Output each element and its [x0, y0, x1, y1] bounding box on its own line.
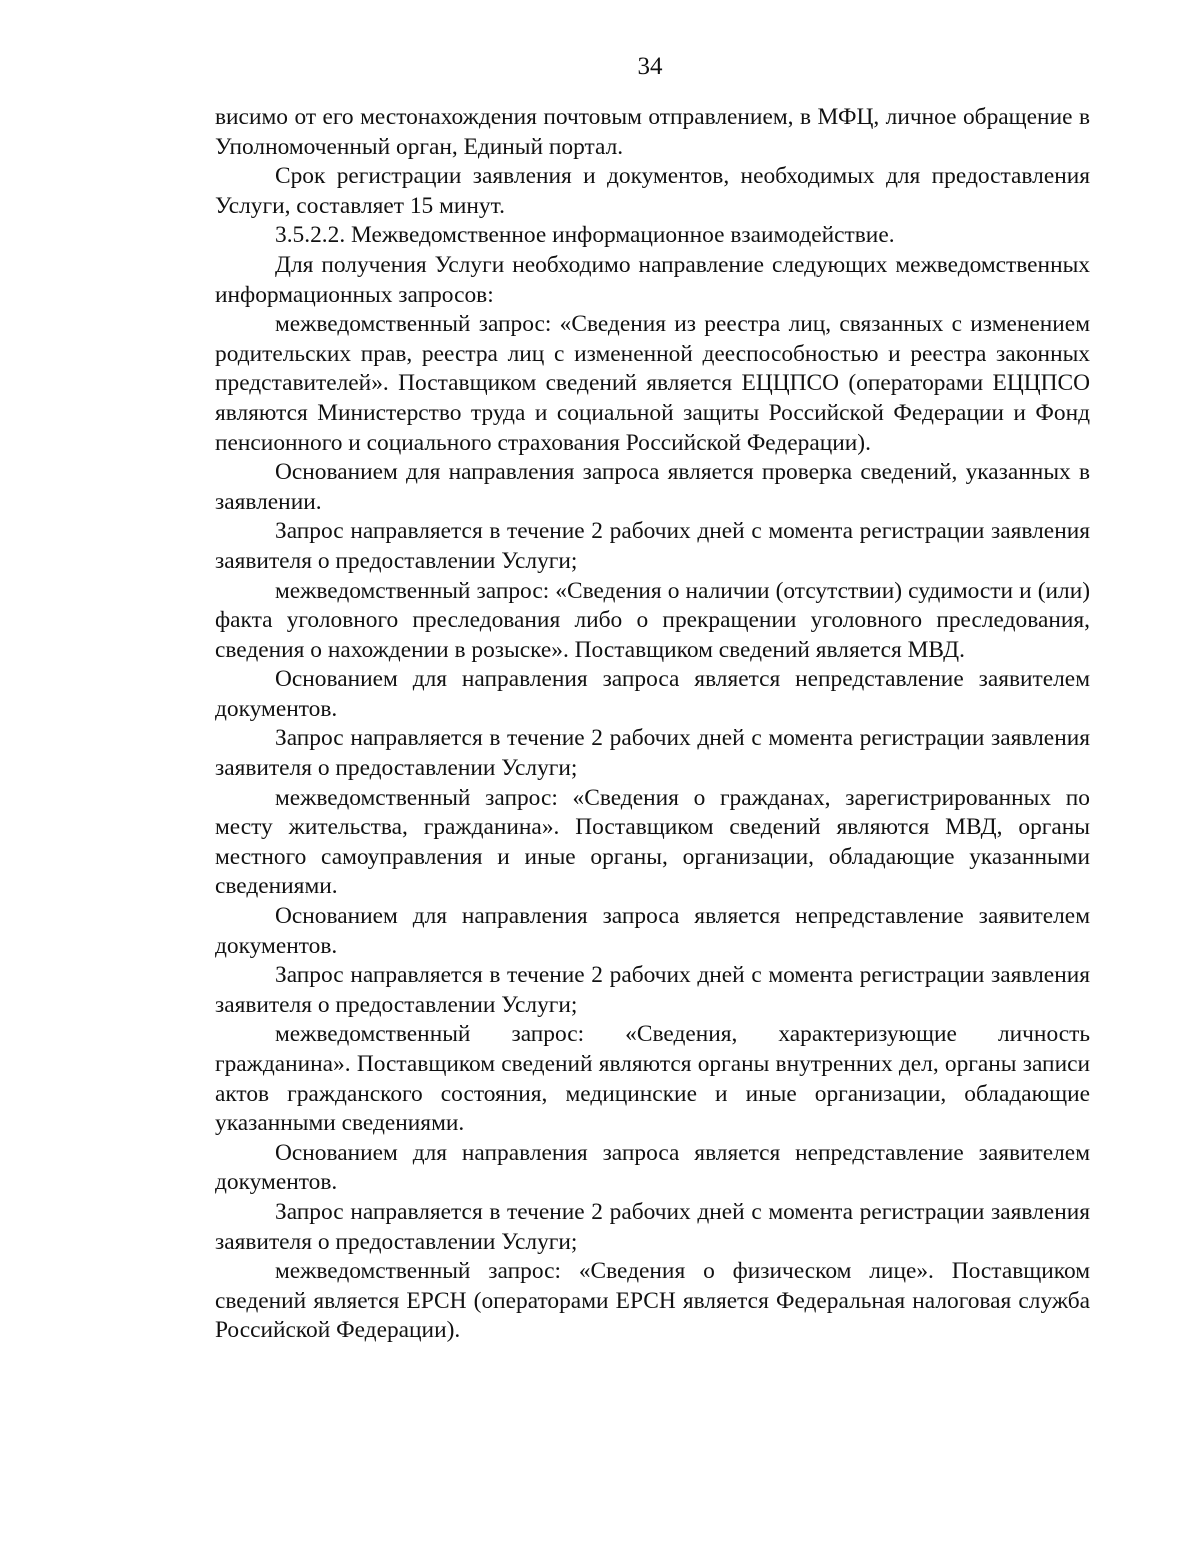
paragraph-registration-time: Срок регистрации заявления и документов, необходимых для предоставления Услуги, составляет 15 минут. — [215, 163, 1090, 219]
section-heading-3-5-2-2: 3.5.2.2. Межведомственное информационное взаимодействие. — [275, 222, 895, 249]
paragraph-deadline: Запрос направляется в течение 2 рабочих дней с момента регистрации заявления заявителя о предоставлении Услуги; — [215, 1198, 1090, 1255]
paragraph-deadline: Запрос направляется в течение 2 рабочих дней с момента регистрации заявления заявителя о предоставлении Услуги; — [215, 962, 1090, 1018]
paragraph-request-criminal-record: межведомственный запрос: «Сведения о наличии (отсутствии) судимости и (или) факта уголовного преследования либо о прекращении уголовного преследования, сведения о нахождении в розыске». Поставщиком сведений является МВД. — [215, 577, 1090, 663]
paragraph-basis: Основанием для направления запроса является непредставление заявителем документов. — [215, 1139, 1090, 1196]
paragraph-basis: Основанием для направления запроса является проверка сведений, указанных в заявлении. — [215, 459, 1090, 515]
page-number: 34 — [637, 53, 663, 80]
paragraph-basis: Основанием для направления запроса является непредставление заявителем документов. — [215, 666, 1090, 722]
paragraph-basis: Основанием для направления запроса является непредставление заявителем документов. — [215, 903, 1090, 959]
paragraph-deadline: Запрос направляется в течение 2 рабочих дней с момента регистрации заявления заявителя о предоставлении Услуги; — [215, 725, 1090, 782]
paragraph-request-personality: межведомственный запрос: «Сведения, характеризующие личность гражданина». Поставщиком сведений являются органы внутренних дел, органы записи актов гражданского состояния, медицинские и иные организации, обладающие указанными сведениями. — [215, 1021, 1090, 1137]
paragraph-continuation: висимо от его местонахождения почтовым отправлением, в МФЦ, личное обращение в Уполномоченный орган, Единый портал. — [215, 104, 1090, 160]
paragraph-request-registry: межведомственный запрос: «Сведения из реестра лиц, связанных с изменением родительских прав, реестра лиц с измененной дееспособностью и реестра законных представителей». Поставщиком сведений является ЕЦЦПСО (операторами ЕЦЦПСО являются Министерство труда и социальной защиты Российской Федерации и Фонд пенсионного и социального страхования Российской Федерации). — [215, 311, 1090, 456]
paragraph-request-individual: межведомственный запрос: «Сведения о физическом лице». Поставщиком сведений является ЕРСН (операторами ЕРСН является Федеральная налоговая служба Российской Федерации). — [215, 1258, 1090, 1344]
paragraph-requests-intro: Для получения Услуги необходимо направление следующих межведомственных информационных запросов: — [215, 251, 1090, 308]
paragraph-deadline: Запрос направляется в течение 2 рабочих дней с момента регистрации заявления заявителя о предоставлении Услуги; — [215, 518, 1090, 574]
document-body — [215, 103, 1090, 1346]
paragraph-request-residence: межведомственный запрос: «Сведения о гражданах, зарегистрированных по месту жительства, гражданина». Поставщиком сведений являются МВД, органы местного самоуправления и иные органы, организации, обладающие указанными сведениями. — [215, 784, 1090, 900]
